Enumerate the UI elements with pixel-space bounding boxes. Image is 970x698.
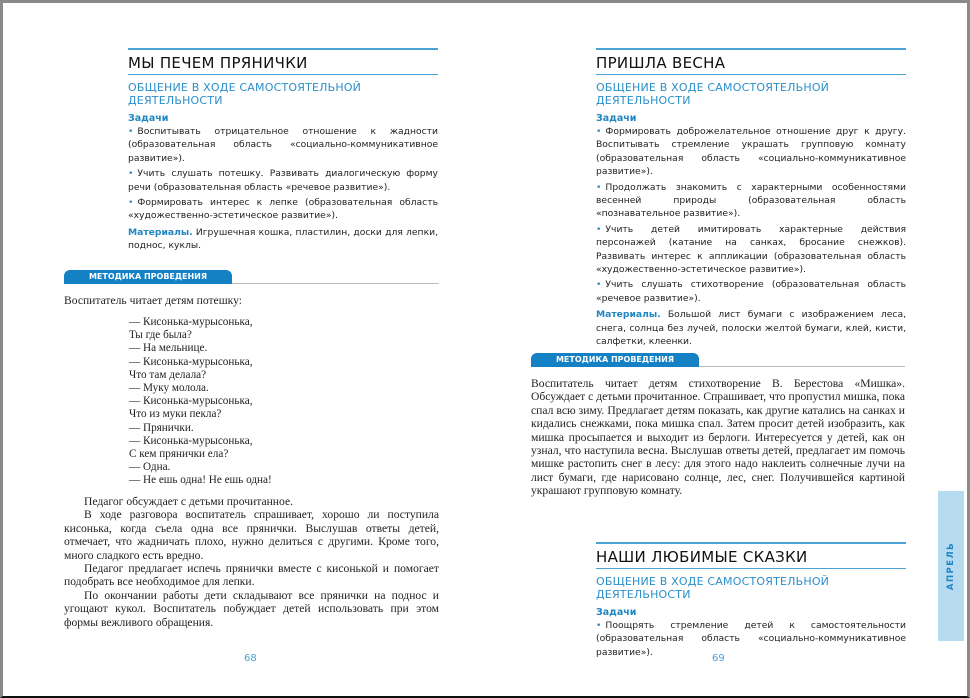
method-tab-label: МЕТОДИКА ПРОВЕДЕНИЯ bbox=[531, 353, 699, 367]
poem-line: — Прянички. bbox=[129, 421, 194, 434]
page-number: 68 bbox=[244, 653, 257, 664]
topic-subtitle: ОБЩЕНИЕ В ХОДЕ САМОСТОЯТЕЛЬНОЙ ДЕЯТЕЛЬНОСТИ bbox=[596, 575, 830, 601]
poem-line: Ты где была? bbox=[129, 329, 192, 342]
bullet-icon: • bbox=[596, 279, 602, 291]
task-item: • Воспитывать отрицательное отношение к жадности (образовательная область «социально-коммуникативное развитие»). bbox=[128, 126, 438, 164]
paragraph: В ходе разговора воспитатель спрашивает, хорошо ли поступила кисонька, когда съела одна все прянички. Выслушав ответы детей, отмечает, что жадничать плохо, нужно делиться с другими. Кроме того, много сладкого есть вредно. bbox=[64, 508, 439, 562]
tasks-heading: Задачи bbox=[596, 113, 637, 124]
bullet-icon: • bbox=[128, 197, 134, 209]
paragraph: Педагог предлагает испечь прянички вместе с кисонькой и помогает подобрать все необходимое для лепки. bbox=[64, 562, 439, 589]
poem bbox=[129, 316, 272, 488]
topic-subtitle: ОБЩЕНИЕ В ХОДЕ САМОСТОЯТЕЛЬНОЙ ДЕЯТЕЛЬНОСТИ bbox=[596, 81, 830, 107]
topic-title: МЫ ПЕЧЕМ ПРЯНИЧКИ bbox=[128, 54, 308, 72]
poem-line: — Кисонька-мурысонька, bbox=[129, 395, 253, 408]
materials-text: Большой лист бумаги с изображением леса, снега, солнца без лучей, полоски желтой бумаги, клей, кисти, салфетки, клеенки. bbox=[596, 309, 907, 348]
method-body bbox=[64, 495, 439, 629]
right-page bbox=[485, 0, 970, 698]
materials-label: Материалы. bbox=[128, 226, 193, 238]
poem-line: С кем прянички ела? bbox=[129, 448, 229, 461]
bullet-icon: • bbox=[596, 181, 602, 193]
paragraph: Педагог обсуждает с детьми прочитанное. bbox=[84, 495, 293, 508]
task-item: • Продолжать знакомить с характерными особенностями весенней природы (образовательная область «познавательное развитие»). bbox=[596, 181, 906, 220]
tasks-list bbox=[596, 125, 906, 305]
materials bbox=[128, 226, 438, 253]
topic-fairy-tales bbox=[596, 542, 906, 661]
page-number: 69 bbox=[712, 653, 725, 664]
task-item: • Поощрять стремление детей к самостоятельности (образовательная область «социально-коммуникативное развитие»). bbox=[596, 620, 906, 658]
method-body bbox=[531, 377, 905, 498]
bullet-icon: • bbox=[128, 126, 134, 137]
poem-line: — Кисонька-мурысонька, bbox=[129, 355, 253, 368]
task-item: • Учить слушать потешку. Развивать диалогическую форму речи (образовательная область «речевое развитие»). bbox=[128, 168, 438, 193]
bullet-icon: • bbox=[596, 223, 602, 235]
poem-line: — Муку молола. bbox=[129, 382, 209, 395]
task-item: • Формировать доброжелательное отношение друг к другу. Воспитывать стремление украшать групповую комнату (образовательная область «социально-коммуникативное развитие»). bbox=[596, 126, 906, 178]
tasks-heading: Задачи bbox=[128, 113, 169, 124]
poem-line: — Одна. bbox=[129, 461, 171, 474]
tasks-list bbox=[596, 619, 906, 659]
poem-line: — Кисонька-мурысонька, bbox=[129, 434, 253, 447]
paragraph: По окончании работы дети складывают все прянички на поднос и угощают кукол. Воспитатель побуждает детей использовать при этом формы вежливого обращения. bbox=[64, 588, 439, 629]
method-header bbox=[64, 270, 439, 284]
topic-gingerbread bbox=[128, 48, 438, 253]
month-label: АПРЕЛЬ bbox=[946, 541, 956, 591]
materials-text: Игрушечная кошка, пластилин, доски для лепки, поднос, куклы. bbox=[128, 226, 439, 252]
tasks-heading: Задачи bbox=[596, 607, 637, 618]
task-item: • Учить слушать стихотворение (образовательная область «речевое развитие»). bbox=[596, 279, 906, 304]
bullet-icon: • bbox=[128, 168, 134, 180]
bullet-icon: • bbox=[596, 620, 602, 631]
materials-label: Материалы. bbox=[596, 309, 661, 321]
method-header bbox=[531, 353, 905, 367]
tasks-list bbox=[128, 125, 438, 223]
poem-line: — На мельнице. bbox=[129, 342, 208, 355]
poem-line: Что там делала? bbox=[129, 368, 207, 381]
task-item: • Учить детей имитировать характерные действия персонажей (катание на санках, бросание снежков). Развивать интерес к аппликации (образовательная область «художественно-эстетическое развитие»). bbox=[596, 223, 906, 276]
materials bbox=[596, 308, 906, 348]
poem-line: — Кисонька-мурысонька, bbox=[129, 316, 253, 328]
method-intro: Воспитатель читает детям потешку: bbox=[64, 294, 242, 307]
bullet-icon: • bbox=[596, 126, 602, 137]
poem-line: Что из муки пекла? bbox=[129, 408, 222, 421]
poem-line: — Не ешь одна! Не ешь одна! bbox=[129, 474, 272, 487]
method-tab-label: МЕТОДИКА ПРОВЕДЕНИЯ bbox=[64, 270, 232, 284]
topic-title: ПРИШЛА ВЕСНА bbox=[596, 54, 726, 72]
paragraph: Воспитатель читает детям стихотворение В. Берестова «Мишка». Обсуждает с детьми прочитанное. Спрашивает, что пропустил мишка, пока спал всю зиму. Предлагает детям показать, как другие катались на санках и кидались снежками, пока мишка спал. Затем просит детей изобразить, как мишка просыпается и выходит из берлоги. Интересуется у детей, как он узнал, что наступила весна. Выслушав ответы детей, предлагает им помочь мишке растопить снег в лесу: для этого надо наклеить солнечные лучи на лист бумаги, где нарисовано солнце, лес, снег. Получившейся картиной украшают групповую комнату. bbox=[531, 377, 905, 498]
topic-spring bbox=[596, 48, 906, 349]
month-tab bbox=[938, 491, 964, 641]
topic-subtitle: ОБЩЕНИЕ В ХОДЕ САМОСТОЯТЕЛЬНОЙ ДЕЯТЕЛЬНОСТИ bbox=[128, 81, 362, 107]
task-item: • Формировать интерес к лепке (образовательная область «художественно-эстетическое развитие»). bbox=[128, 197, 438, 222]
topic-title: НАШИ ЛЮБИМЫЕ СКАЗКИ bbox=[596, 548, 808, 566]
